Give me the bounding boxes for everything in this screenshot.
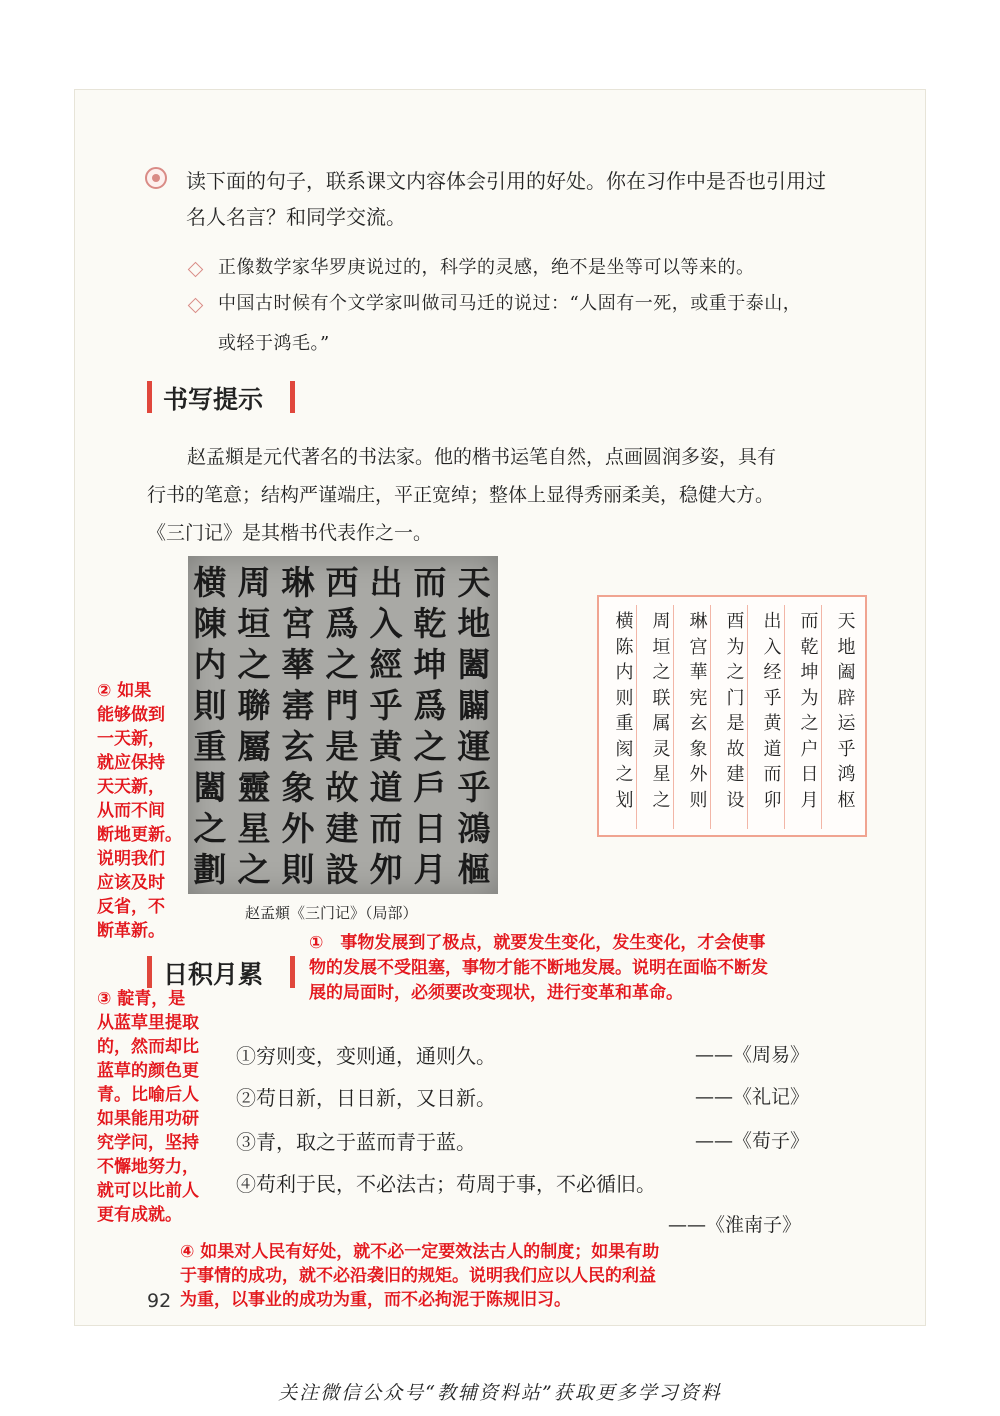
- calligraphy-character: 樞: [457, 850, 491, 889]
- annotation-line: 应该及时: [97, 873, 165, 893]
- prompt-line-2: 名人名言？和同学交流。: [186, 205, 406, 229]
- transcription-character: 建: [726, 764, 745, 785]
- transcription-character: 宪: [689, 687, 708, 709]
- saying-2: [236, 1082, 496, 1111]
- saying-3-source: ——《荀子》: [695, 1130, 810, 1152]
- calligraphy-character: 之: [325, 645, 359, 684]
- calligraphy-character: 門: [325, 686, 359, 725]
- calligraphy-column: [232, 562, 276, 890]
- saying-4: [236, 1168, 656, 1197]
- calligraphy-character: 垣: [237, 604, 271, 643]
- calligraphy-column: [276, 562, 320, 890]
- saying-2-source: ——《礼记》: [695, 1086, 810, 1108]
- calligraphy-character: 闔: [193, 768, 227, 807]
- transcription-character: 之: [726, 662, 745, 683]
- calligraphy-character: 戶: [413, 768, 447, 807]
- transcription-character: 月: [800, 789, 819, 811]
- calligraphy-character: 則: [281, 850, 315, 889]
- calligraphy-character: 劃: [193, 850, 227, 889]
- annotation-line: 于事情的成功，就不必沿袭旧的规矩。说明我们应以人民的利益: [180, 1266, 656, 1286]
- calligraphy-character: 入: [369, 604, 403, 643]
- annotation-line: 不懈地努力，: [97, 1157, 199, 1177]
- transcription-character: 垣: [652, 636, 671, 658]
- annotation-note-3: [97, 987, 232, 1227]
- saying-number: ①: [236, 1044, 256, 1068]
- transcription-character: 重: [615, 713, 634, 734]
- transcription-character: 卯: [763, 789, 782, 811]
- annotation-line: ④ 如果对人民有好处，就不必一定要效法古人的制度；如果有助: [180, 1242, 660, 1262]
- annotation-line: 断地更新。: [97, 825, 182, 845]
- para-line-1: 赵孟頫是元代著名的书法家。他的楷书运笔自然，点画圆润多姿，具有: [187, 446, 777, 468]
- saying-text: 穷则变，变则通，通则久。: [256, 1044, 496, 1068]
- transcription-character: 联: [652, 687, 671, 709]
- annotation-line: 说明我们: [97, 849, 165, 869]
- calligraphy-character: 則: [193, 686, 227, 725]
- transcription-character: 華: [689, 662, 708, 683]
- transcription-character: 而: [763, 764, 782, 785]
- annotation-note-1: [309, 931, 879, 1006]
- calligraphy-character: 爲: [325, 604, 359, 643]
- saying-1-source: ——《周易》: [695, 1044, 810, 1066]
- annotation-line: 一天新，: [97, 729, 165, 749]
- calligraphy-character: 聯: [237, 686, 271, 725]
- transcription-character: 陈: [615, 636, 634, 658]
- calligraphy-image: [188, 556, 498, 894]
- transcription-character: 之: [800, 713, 819, 734]
- calligraphy-character: 星: [237, 809, 271, 848]
- calligraphy-character: 陳: [193, 604, 227, 643]
- calligraphy-character: 坤: [413, 645, 447, 684]
- calligraphy-character: 内: [193, 645, 227, 684]
- annotation-note-2: [97, 679, 189, 943]
- transcription-character: 象: [689, 738, 708, 760]
- transcription-character: 乎: [763, 687, 782, 709]
- transcription-character: 出: [763, 611, 782, 632]
- calligraphy-character: 玄: [281, 727, 315, 766]
- saying-1: [236, 1040, 496, 1069]
- transcription-character: 门: [726, 687, 745, 709]
- annotation-line: 能够做到: [97, 705, 165, 725]
- annotation-line: 如果能用功研: [97, 1109, 199, 1129]
- calligraphy-character: 乾: [413, 604, 447, 643]
- calligraphy-character: 道: [369, 768, 403, 807]
- calligraphy-character: 日: [413, 809, 447, 848]
- transcription-character: 属: [652, 713, 671, 734]
- transcription-character: 周: [652, 611, 671, 632]
- calligraphy-character: 外: [281, 809, 315, 848]
- annotation-line: 究学问，坚持: [97, 1133, 199, 1153]
- transcription-character: 划: [615, 789, 634, 811]
- transcription-column: [717, 609, 754, 813]
- transcription-character: 之: [652, 662, 671, 683]
- transcription-character: 横: [615, 611, 634, 632]
- calligraphy-caption: 赵孟頫《三门记》（局部）: [245, 904, 418, 922]
- calligraphy-character: 月: [413, 850, 447, 889]
- transcription-column: [828, 609, 865, 813]
- calligraphy-character: 出: [369, 563, 403, 602]
- transcription-character: 之: [652, 789, 671, 811]
- saying-number: ②: [236, 1086, 256, 1110]
- transcription-column: [680, 609, 717, 813]
- prompt-line-1: 读下面的句子，联系课文内容体会引用的好处。你在习作中是否也引用过: [186, 169, 826, 193]
- calligraphy-character: 乎: [457, 768, 491, 807]
- calligraphy-column: [452, 562, 496, 890]
- transcription-character: 日: [800, 764, 819, 785]
- section-title-writing-tips: 书写提示: [163, 385, 264, 414]
- calligraphy-character: 重: [193, 727, 227, 766]
- transcription-character: 星: [652, 764, 671, 785]
- calligraphy-character: 琳: [281, 563, 315, 602]
- calligraphy-character: 爲: [413, 686, 447, 725]
- calligraphy-character: 建: [325, 809, 359, 848]
- quote-2-line-1: 中国古时候有个文学家叫做司马迁的说过：“人固有一死，或重于泰山，: [218, 293, 802, 314]
- calligraphy-character: 屬: [237, 727, 271, 766]
- section-bar-left: [147, 381, 152, 413]
- annotation-line: ③ 靛青，是: [97, 989, 186, 1009]
- saying-number: ④: [236, 1172, 256, 1196]
- annotation-line: 物的发展不受阻塞，事物才能不断地发展。说明在面临不断发: [309, 958, 768, 978]
- calligraphy-column: [188, 562, 232, 890]
- calligraphy-character: 宮: [281, 604, 315, 643]
- transcription-character: 乾: [800, 636, 819, 658]
- annotation-note-4: [180, 1240, 780, 1312]
- transcription-column: [754, 609, 791, 813]
- quote-2-line-2: 或轻于鸿毛。”: [218, 333, 330, 354]
- calligraphy-column: [408, 562, 452, 890]
- calligraphy-character: 闢: [457, 686, 491, 725]
- transcription-character: 灵: [652, 738, 671, 760]
- saying-number: ③: [236, 1130, 256, 1154]
- transcription-character: 琳: [689, 611, 708, 632]
- calligraphy-character: 闔: [457, 645, 491, 684]
- para-line-2: 行书的笔意；结构严谨端庄，平正宽绰；整体上显得秀丽柔美，稳健大方。: [147, 484, 775, 506]
- transcription-character: 地: [837, 636, 856, 658]
- transcription-character: 坤: [800, 662, 819, 683]
- transcription-character: 则: [689, 789, 708, 811]
- transcription-character: 则: [615, 687, 634, 709]
- calligraphy-character: 之: [237, 850, 271, 889]
- transcription-character: 天: [837, 611, 856, 632]
- calligraphy-character: 經: [369, 645, 403, 684]
- annotation-line: ② 如果: [97, 681, 152, 701]
- annotation-line: 从蓝草里提取: [97, 1013, 199, 1033]
- calligraphy-character: 故: [325, 768, 359, 807]
- transcription-column: [643, 609, 680, 813]
- calligraphy-character: 夘: [369, 850, 403, 889]
- calligraphy-column: [320, 562, 364, 890]
- calligraphy-character: 横: [193, 563, 227, 602]
- calligraphy-character: 西: [325, 563, 359, 602]
- calligraphy-character: 象: [281, 768, 315, 807]
- saying-4-source: ——《淮南子》: [668, 1214, 802, 1236]
- saying-text: 青，取之于蓝而青于蓝。: [256, 1130, 476, 1154]
- calligraphy-character: 黄: [369, 727, 403, 766]
- calligraphy-character: 寚: [281, 686, 315, 725]
- transcription-character: 经: [763, 662, 782, 683]
- transcription-character: 乎: [837, 738, 856, 760]
- page-number: 92: [147, 1290, 172, 1312]
- transcription-character: 黄: [763, 713, 782, 734]
- transcription-character: 故: [726, 738, 745, 760]
- calligraphy-column: [364, 562, 408, 890]
- calligraphy-character: 而: [369, 809, 403, 848]
- transcription-character: 道: [763, 738, 782, 760]
- transcription-character: 宫: [689, 636, 708, 658]
- calligraphy-character: 之: [193, 809, 227, 848]
- annotation-line: 蓝草的颜色更: [97, 1061, 199, 1081]
- section-bar-left: [147, 956, 152, 988]
- annotation-line: 从而不间: [97, 801, 165, 821]
- transcription-column: [791, 609, 828, 813]
- annotation-line: 展的局面时，必须要改变现状，进行变革和革命。: [309, 983, 683, 1003]
- para-line-3: 《三门记》是其楷书代表作之一。: [147, 522, 433, 544]
- transcription-box: [597, 595, 867, 837]
- calligraphy-character: 靈: [237, 768, 271, 807]
- calligraphy-character: 設: [325, 850, 359, 889]
- calligraphy-character: 周: [237, 563, 271, 602]
- calligraphy-character: 地: [457, 604, 491, 643]
- flower-bullet-icon: [145, 167, 167, 189]
- transcription-character: 户: [800, 738, 819, 760]
- annotation-line: 就应保持: [97, 753, 165, 773]
- transcription-character: 入: [763, 636, 782, 658]
- writing-tips-paragraph: [147, 438, 877, 552]
- calligraphy-character: 之: [413, 727, 447, 766]
- section-bar-right: [290, 956, 295, 988]
- annotation-line: 反省，不: [97, 897, 165, 917]
- annotation-line: 天天新，: [97, 777, 165, 797]
- annotation-line: 为重，以事业的成功为重，而不必拘泥于陈规旧习。: [180, 1290, 571, 1310]
- exercise-prompt: [186, 163, 886, 235]
- transcription-character: 是: [726, 713, 745, 734]
- annotation-line: 青。比喻后人: [97, 1085, 199, 1105]
- calligraphy-character: 天: [457, 563, 491, 602]
- calligraphy-character: 而: [413, 563, 447, 602]
- transcription-character: 玄: [689, 713, 708, 734]
- transcription-character: 运: [837, 713, 856, 734]
- annotation-line: 断革新。: [97, 921, 165, 941]
- calligraphy-character: 是: [325, 727, 359, 766]
- section-title-daily: 日积月累: [163, 960, 264, 989]
- transcription-character: 为: [726, 636, 745, 658]
- transcription-character: 为: [800, 687, 819, 709]
- saying-text: 苟日新，日日新，又日新。: [256, 1086, 496, 1110]
- transcription-character: 之: [615, 764, 634, 785]
- annotation-line: ① 事物发展到了极点，就要发生变化，发生变化，才会使事: [309, 933, 766, 953]
- calligraphy-character: 運: [457, 727, 491, 766]
- annotation-line: 更有成就。: [97, 1205, 182, 1225]
- footer-watermark-text: 关注微信公众号“教辅资料站”获取更多学习资料: [278, 1382, 722, 1404]
- saying-text: 苟利于民，不必法古；苟周于事，不必循旧。: [256, 1172, 656, 1196]
- annotation-line: 就可以比前人: [97, 1181, 199, 1201]
- transcription-character: 内: [615, 662, 634, 683]
- transcription-character: 辟: [837, 687, 856, 709]
- transcription-column: [606, 609, 643, 813]
- transcription-character: 枢: [837, 789, 856, 811]
- saying-3: [236, 1126, 476, 1155]
- transcription-character: 鸿: [837, 764, 856, 785]
- transcription-character: 外: [689, 764, 708, 785]
- calligraphy-character: 蕐: [281, 645, 315, 684]
- transcription-character: 阂: [615, 738, 634, 760]
- calligraphy-character: 之: [237, 645, 271, 684]
- quote-1: 正像数学家华罗庚说过的，科学的灵感，绝不是坐等可以等来的。: [218, 257, 755, 278]
- transcription-character: 设: [726, 789, 745, 811]
- section-bar-right: [290, 381, 295, 413]
- calligraphy-character: 鴻: [457, 809, 491, 848]
- transcription-character: 酉: [726, 611, 745, 632]
- calligraphy-character: 乎: [369, 686, 403, 725]
- transcription-character: 阖: [837, 662, 856, 683]
- transcription-character: 而: [800, 611, 819, 632]
- annotation-line: 的，然而却比: [97, 1037, 199, 1057]
